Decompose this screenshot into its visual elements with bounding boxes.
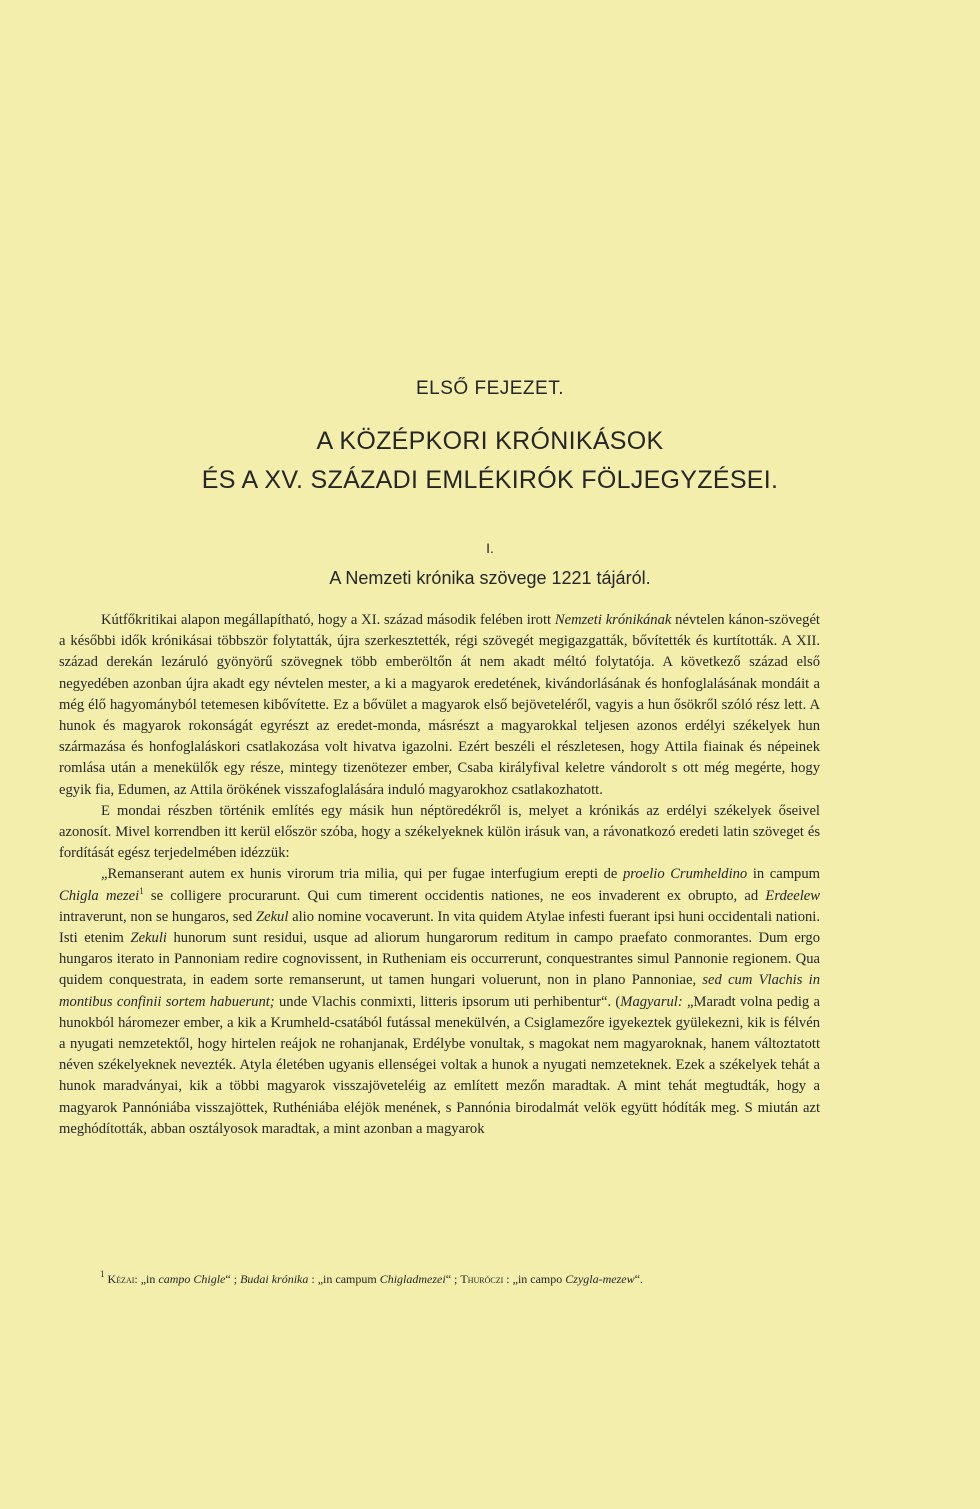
quote-italic: Erdeelew — [765, 887, 820, 904]
p1-italic-title: Nemzeti krónikának — [554, 612, 672, 628]
footnote-author: Kézai — [107, 1272, 135, 1286]
quote-italic: proelio Crumheldino — [623, 866, 748, 883]
body-text — [59, 610, 820, 1140]
section-number: I. — [486, 540, 494, 556]
footnote-number: 1 — [100, 1269, 105, 1279]
translation-text: „Maradt volna pedig a hunokból háromezer ember, a kik a Krumheld-csatából futással menekülvén, a Csiglamezőre igyekeztek gyülekezni, kik is félvén a nyugati nemzetektől, hogy hirtelen reájok ne rohanjanak, Erdélybe vonultak, s magokat nem magyaroknak, hanem változtatott néven székelyeknek nevezték. Atyla életében ugyanis ellenségei voltak a hunok a nyugati nemzeteknek. Ezek a székelyek tehát a hunok maradványai, kik a többi magyarok visszajöveteléig az említett mezőn maradtak. A mint tehát megtudták, hogy a magyarok Pannóniába visszajöttek, Ruthéniába eléjök menének, s Pannónia birodalmát velök együtt hódíták meg. S miután azt meghódították, abban osztályosok maradtak, a mint azonban a magyarok — [59, 993, 820, 1137]
chapter-label: ELSŐ FEJEZET. — [416, 378, 564, 399]
p1-text-a: Kútfőkritikai alapon megállapítható, hogy a XI. század második felében irott — [101, 612, 555, 628]
footnote-text: : „in campum — [308, 1272, 380, 1286]
footnote-italic: Chigladmezei — [379, 1272, 446, 1286]
footnote-author: Thuróczi — [460, 1272, 504, 1286]
quote-italic: sed cum Vlachis in montibus confinii sortem habuerunt; — [59, 972, 820, 1010]
paragraph-1 — [59, 610, 820, 801]
chapter-title-line1: A KÖZÉPKORI KRÓNIKÁSOK — [316, 427, 664, 455]
footnote — [100, 1271, 860, 1287]
footnote-italic: campo Chigle — [158, 1272, 226, 1286]
quote-text: intraverunt, non se hungaros, sed — [59, 908, 256, 925]
quote-italic: Magyarul: — [620, 993, 683, 1010]
footnote-text: “ ; — [445, 1272, 461, 1286]
quote-text: „Remanserant autem ex hunis virorum tria milia, qui per fugae interfugium erepti de — [101, 866, 623, 883]
footnote-text: “ ; — [225, 1272, 241, 1286]
quote-italic: Chigla mezei — [59, 887, 140, 904]
footnote-ref: 1 — [139, 885, 144, 896]
quote-text: se colligere procurarunt. Qui cum timerent occidentis nationes, ne eos invaderent ex obrupto, ad — [143, 887, 766, 904]
quote-text: hunorum sunt residui, usque ad aliorum hungarorum reditum in campo praefato conmorantes. Dum ergo hungaros iterato in Pannoniam redire cognovissent, in Rutheniam eis occurrerunt, conquestrantes simul Pannonie regionem. Qua quidem conquestrata, in eadem sorte remanserunt, ut tamen hungari voluerunt, non in plano Pannoniae, — [59, 930, 820, 989]
quote-text: unde Vlachis conmixti, litteris ipsorum uti perhibentur“. ( — [274, 993, 621, 1010]
paragraph-3-quote — [59, 864, 820, 1140]
footnote-italic: Czygla-mezew — [565, 1272, 635, 1286]
section-title: A Nemzeti krónika szövege 1221 tájáról. — [329, 568, 651, 588]
p1-text-c: névtelen kánon-szövegét a későbbi idők krónikásai többször folytatták, újra szerkesztették, régi szövegét megigazgatták, bővítették és kurtították. A XII. század derekán lezáruló gyönyörű szövegnek több emberöltőn át nem akadt méltó folytatója. A következő század első negyedében azonban újra akadt egy névtelen mester, a ki a magyarok eredetének, kivándorlásának és honfoglalásának mondáit a még élő hagyományból tetemesen kibővítette. Ez a bővület a magyarok első bejöveteléről, vagyis a hun ősökről szóló rész lett. A hunok és magyarok rokonságát egyrészt az eredet-monda, másrészt a magyarokkal teljesen azonos erdélyi székelyek hun származása és honfoglaláskori csatlakozása volt hivatva igazolni. Ezért beszéli el részletesen, hogy Attila fiainak és népeinek romlása után a menekülők egy része, mintegy tizenötezer ember, Csaba királyfival keletre vándorolt s ott még megérte, hogy egyik fia, Edumen, az Attila örökének visszafoglalására induló magyarokhoz csatlakozhatott. — [59, 612, 820, 798]
chapter-title-line2: ÉS A XV. SZÁZADI EMLÉKIRÓK FÖLJEGYZÉSEI. — [201, 466, 779, 494]
quote-italic: Zekul — [255, 908, 289, 925]
paragraph-2: E mondai részben történik említés egy másik hun néptöredékről is, melyet a krónikás az erdélyi székelyek őseivel azonosít. Mivel korrendben itt kerül először szóba, hogy a székelyeknek külön irásuk van, a rávonatkozó eredeti latin szöveget és fordítását egész terjedelmében idézzük: — [59, 802, 820, 862]
quote-italic: Zekuli — [130, 930, 167, 947]
footnote-text: : „in campo — [503, 1272, 566, 1286]
footnote-italic: Budai krónika — [240, 1272, 309, 1286]
quote-text: in campum — [747, 866, 821, 883]
quote-text: alio nomine vocaverunt. In vita quidem Atylae infesti fuerant ipsi huni occidentali nationi. Isti etenim — [59, 908, 820, 947]
footnote-text: “. — [634, 1272, 643, 1286]
footnote-text: : „in — [134, 1272, 159, 1286]
